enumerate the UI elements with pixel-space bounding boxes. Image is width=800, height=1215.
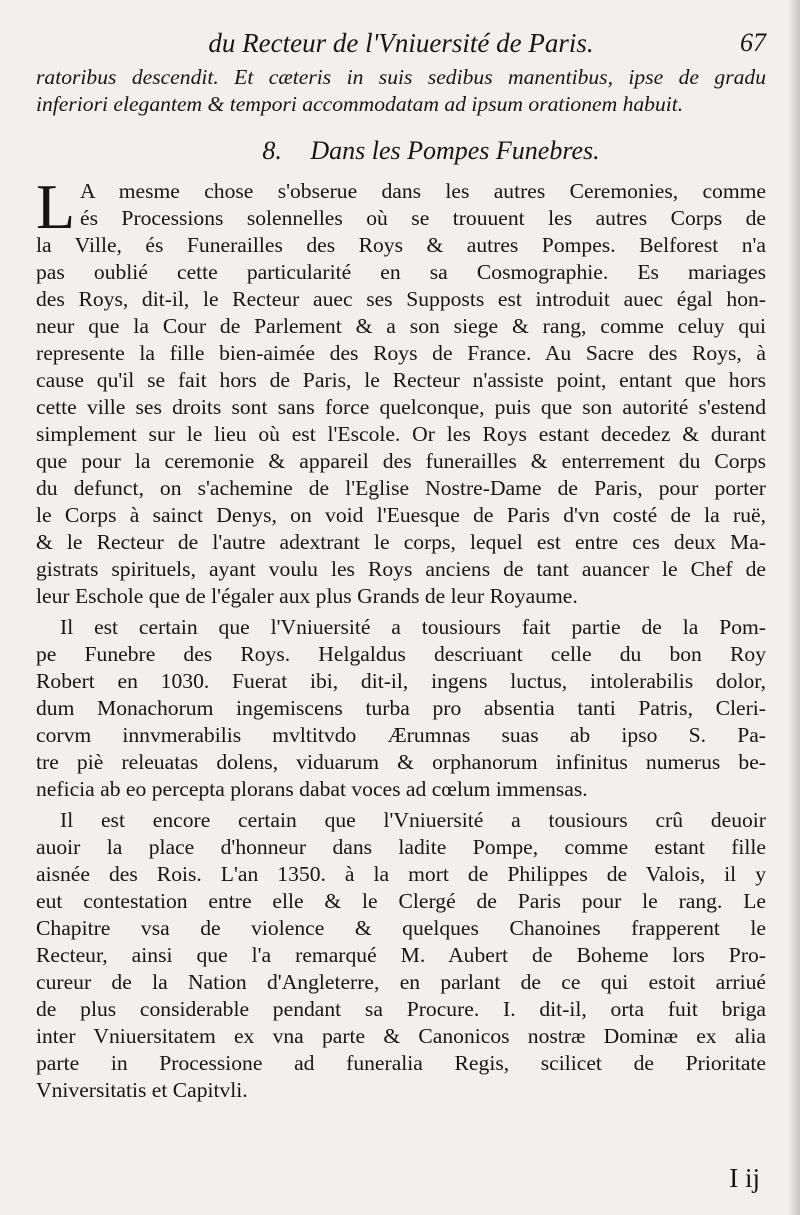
text-line: corvm innvmerabilis mvltitvdo Ærumnas suas ab ipso S. Pa- — [36, 723, 766, 747]
text-line: le Corps à sainct Denys, on void l'Euesque de Paris d'vn costé de la ruë, — [36, 503, 766, 527]
text-line: Il est certain que l'Vniuersité a tousiours fait partie de la Pom- — [60, 615, 766, 639]
page-header — [36, 28, 766, 64]
text-line: de plus considerable pendant sa Procure. I. dit-il, orta fuit briga — [36, 997, 766, 1021]
drop-cap: L — [36, 171, 76, 242]
text-line: cureur de la Nation d'Angleterre, en parlant de ce qui estoit arriué — [36, 970, 766, 994]
text-line: dum Monachorum ingemiscens turba pro absentia tanti Patris, Cleri- — [36, 696, 766, 720]
section-number: 8. — [262, 136, 282, 165]
section-heading — [36, 136, 766, 166]
text-line: eut contestation entre elle & le Clergé de Paris pour le rang. Le — [36, 889, 766, 913]
text-line: Robert en 1030. Fuerat ibi, dit-il, ingens luctus, intolerabilis dolor, — [36, 669, 766, 693]
section-title: Dans les Pompes Funebres. — [310, 136, 600, 165]
paragraph-3 — [36, 807, 766, 1104]
text-line: auoir la place d'honneur dans ladite Pompe, comme estant fille — [36, 835, 766, 859]
signature-mark: I ij — [729, 1163, 760, 1193]
text-line: simplement sur le lieu où est l'Escole. Or les Roys estant decedez & durant — [36, 422, 766, 446]
paragraph-1 — [36, 171, 766, 610]
paragraph-2 — [36, 614, 766, 803]
text-line: Recteur, ainsi que l'a remarqué M. Aubert de Boheme lors Pro- — [36, 943, 766, 967]
text-line: neficia ab eo percepta plorans dabat voces ad cœlum immensas. — [36, 777, 588, 801]
text-line: parte in Processione ad funeralia Regis, scilicet de Prioritate — [36, 1051, 766, 1075]
running-head: du Recteur de l'Vniuersité de Paris. — [208, 28, 594, 58]
text-line: és Processions solennelles où se trouuent les autres Corps de — [80, 206, 766, 230]
text-line: leur Eschole que de l'égaler aux plus Grands de leur Royaume. — [36, 584, 578, 608]
text-line: Il est encore certain que l'Vniuersité a tousiours crû deuoir — [60, 808, 766, 832]
text-line: inter Vniuersitatem ex vna parte & Canonicos nostræ Dominæ ex alia — [36, 1024, 766, 1048]
text-line: des Roys, dit-il, le Recteur auec ses Supposts est introduit auec égal hon- — [36, 287, 766, 311]
text-line: gistrats spirituels, ayant voulu les Roys anciens de tant auancer le Chef de — [36, 557, 766, 581]
page-number: 67 — [740, 28, 766, 57]
text-line: pe Funebre des Roys. Helgaldus descriuant celle du bon Roy — [36, 642, 766, 666]
text-line: cette ville ses droits sont sans force quelconque, puis que son autorité s'estend — [36, 395, 766, 419]
text-line: pas oublié cette particularité en sa Cosmographie. Es mariages — [36, 260, 766, 284]
text-line: Chapitre vsa de violence & quelques Chanoines frapperent le — [36, 916, 766, 940]
text-line: du defunct, on s'achemine de l'Eglise Nostre-Dame de Paris, pour porter — [36, 476, 766, 500]
text-line: inferiori elegantem & tempori accommodatam ad ipsum orationem habuit. — [36, 92, 684, 116]
page-edge-shadow — [788, 0, 800, 1215]
text-line: aisnée des Rois. L'an 1350. à la mort de Philippes de Valois, il y — [36, 862, 766, 886]
text-line: neur que la Cour de Parlement & a son siege & rang, comme celuy qui — [36, 314, 766, 338]
text-line: ratoribus descendit. Et cæteris in suis sedibus manentibus, ipse de gradu — [36, 65, 766, 89]
text-line: cause qu'il se fait hors de Paris, le Recteur n'assiste point, entant que hors — [36, 368, 766, 392]
intro-text — [36, 64, 766, 118]
text-line: & le Recteur de l'autre adextrant le corps, lequel est entre ces deux Ma- — [36, 530, 766, 554]
text-line: A mesme chose s'obserue dans les autres Ceremonies, comme — [80, 179, 766, 203]
text-line: Vniversitatis et Capitvli. — [36, 1078, 248, 1102]
text-line: represente la fille bien-aimée des Roys de France. Au Sacre des Roys, à — [36, 341, 766, 365]
text-line: que pour la ceremonie & appareil des funerailles & enterrement du Corps — [36, 449, 766, 473]
text-line: la Ville, és Funerailles des Roys & autres Pompes. Belforest n'a — [36, 233, 766, 257]
text-line: tre piè releuatas dolens, viduarum & orphanorum infinitus numerus be- — [36, 750, 766, 774]
